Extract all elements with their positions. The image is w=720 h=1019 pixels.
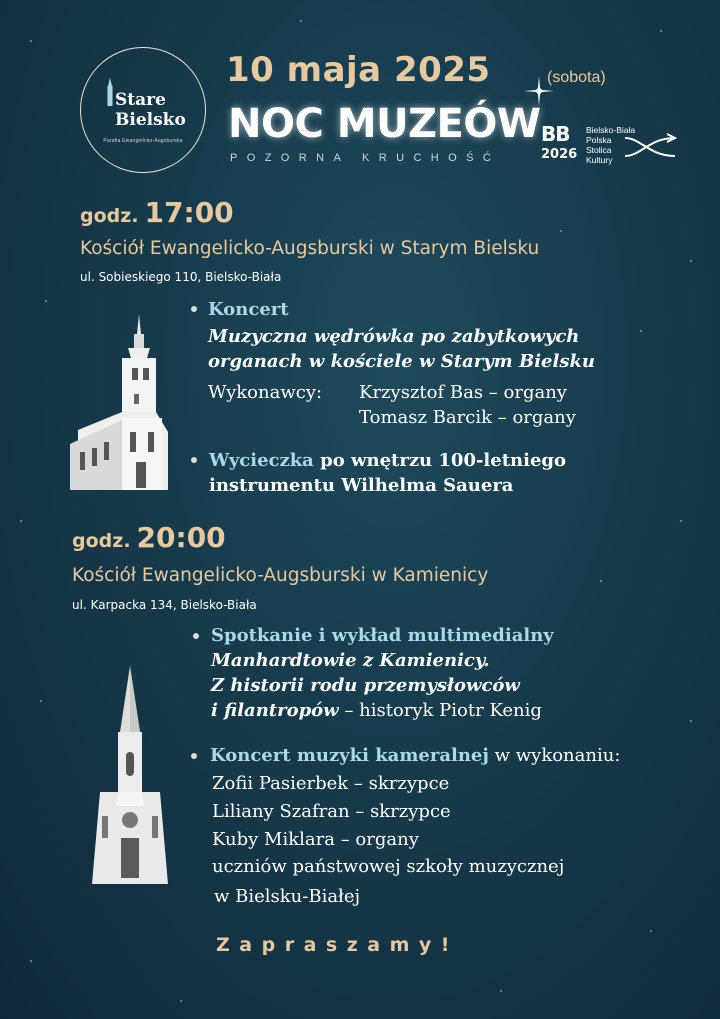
concert-description-line1: Muzyczna wędrówka po zabytkowych bbox=[208, 326, 580, 347]
bb-year: 2026 bbox=[541, 147, 578, 162]
church-stare-bielsko-image bbox=[68, 312, 174, 492]
section2-item1 bbox=[211, 623, 554, 723]
wave-icon bbox=[623, 130, 677, 164]
godz-label: godz. bbox=[72, 530, 131, 552]
performer-1: Krzysztof Bas – organy bbox=[359, 382, 567, 403]
performer-line: uczniów państwowej szkoły muzycznej bbox=[212, 856, 565, 877]
lecture-line2: Z historii rodu przemysłowców bbox=[211, 675, 520, 696]
performers-label: Wykonawcy: bbox=[208, 382, 323, 403]
lecture-line1: Manhardtowie z Kamienicy. bbox=[211, 650, 490, 671]
section2-church: Kościół Ewangelicko-Augsburski w Kamienicy bbox=[72, 565, 489, 586]
event-weekday: (sobota) bbox=[547, 69, 606, 86]
church-tower-icon bbox=[105, 78, 115, 106]
church-kamienica-image bbox=[88, 666, 174, 884]
tour-text: po wnętrzu 100-letniego bbox=[313, 450, 567, 471]
tour-highlight: Wycieczka bbox=[209, 450, 314, 471]
bullet bbox=[191, 457, 197, 463]
lecture-speaker: – historyk Piotr Kenig bbox=[338, 700, 542, 721]
performer-line: Kuby Miklara – organy bbox=[212, 829, 419, 850]
logo-title: Stare Bielsko bbox=[115, 90, 186, 130]
tour-text-line2: instrumentu Wilhelma Sauera bbox=[209, 475, 514, 496]
event-subtitle: POZORNA KRUCHOŚĆ bbox=[230, 152, 501, 164]
section1-church: Kościół Ewangelicko-Augsburski w Starym Bielsku bbox=[80, 238, 540, 259]
performer-line: Liliany Szafran – skrzypce bbox=[212, 801, 451, 822]
lecture-line3: i filantropów bbox=[211, 700, 339, 721]
bullet bbox=[191, 306, 197, 312]
section1-item2 bbox=[209, 448, 566, 498]
bullet bbox=[191, 753, 197, 759]
bullet bbox=[193, 633, 199, 639]
time-value: 17:00 bbox=[144, 196, 234, 229]
lecture-title: Spotkanie i wykład multimedialny bbox=[211, 625, 554, 646]
logo-subtitle: Parafia Ewangelicko-Augsburska bbox=[103, 138, 183, 144]
stare-bielsko-logo bbox=[80, 47, 206, 173]
bb-text: Bielsko-Biała Polska Stolica Kultury bbox=[586, 125, 636, 165]
section1-address: ul. Sobieskiego 110, Bielsko-Biała bbox=[80, 270, 282, 284]
chamber-concert-highlight: Koncert muzyki kameralnej bbox=[210, 745, 489, 766]
section2-address: ul. Karpacka 134, Bielsko-Biała bbox=[72, 598, 257, 612]
invitation-text: Zapraszamy! bbox=[216, 934, 459, 956]
concert-description-line2: organach w kościele w Starym Bielsku bbox=[208, 351, 596, 372]
section2-time bbox=[72, 521, 226, 554]
bielsko-biala-2026-logo bbox=[541, 124, 681, 168]
section1-time bbox=[80, 196, 234, 229]
performer-2: Tomasz Barcik – organy bbox=[359, 407, 576, 428]
section1-item1 bbox=[208, 297, 595, 430]
chamber-concert-text: w wykonaniu: bbox=[488, 745, 621, 766]
event-title: NOC MUZEÓW bbox=[228, 101, 541, 147]
performer-line: Zofii Pasierbek – skrzypce bbox=[212, 773, 450, 794]
performer-line: w Bielsku-Białej bbox=[214, 886, 361, 907]
time-value: 20:00 bbox=[136, 521, 226, 554]
godz-label: godz. bbox=[80, 205, 139, 227]
concert-title: Koncert bbox=[208, 299, 289, 320]
section2-item2 bbox=[210, 742, 620, 914]
bb-letters: BB bbox=[541, 122, 570, 146]
event-date: 10 maja 2025 bbox=[226, 50, 491, 90]
